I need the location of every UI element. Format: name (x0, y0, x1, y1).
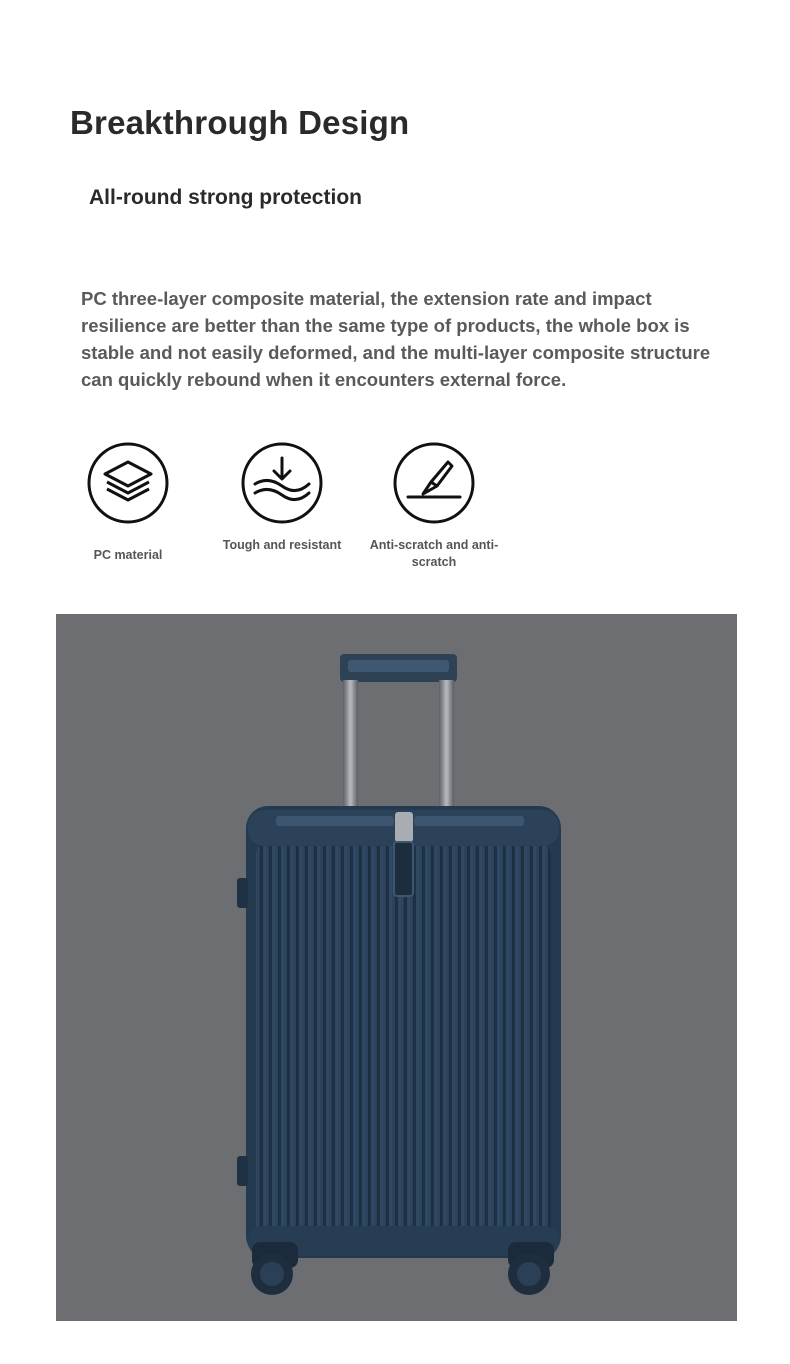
feature-pc-material (58, 442, 198, 564)
description-text: PC three-layer composite material, the extension rate and impact resilience are better than the same type of products, the whole box is stable and not easily deformed, and the multi-layer composite structure can quickly rebound when it encounters external force. (81, 288, 711, 390)
download-wave-icon (241, 442, 323, 524)
scratch-icon (393, 442, 475, 524)
feature-tough (212, 442, 352, 554)
suitcase-illustration (56, 614, 737, 1321)
feature-label: Anti-scratch and anti-scratch (369, 538, 499, 569)
suitcase-image (56, 614, 737, 1321)
page-title: Breakthrough Design (70, 104, 410, 141)
page-subtitle: All-round strong protection (89, 186, 362, 209)
layers-icon (87, 442, 169, 524)
feature-label: PC material (93, 548, 163, 562)
feature-label: Tough and resistant (222, 538, 342, 552)
feature-anti-scratch (364, 442, 504, 571)
